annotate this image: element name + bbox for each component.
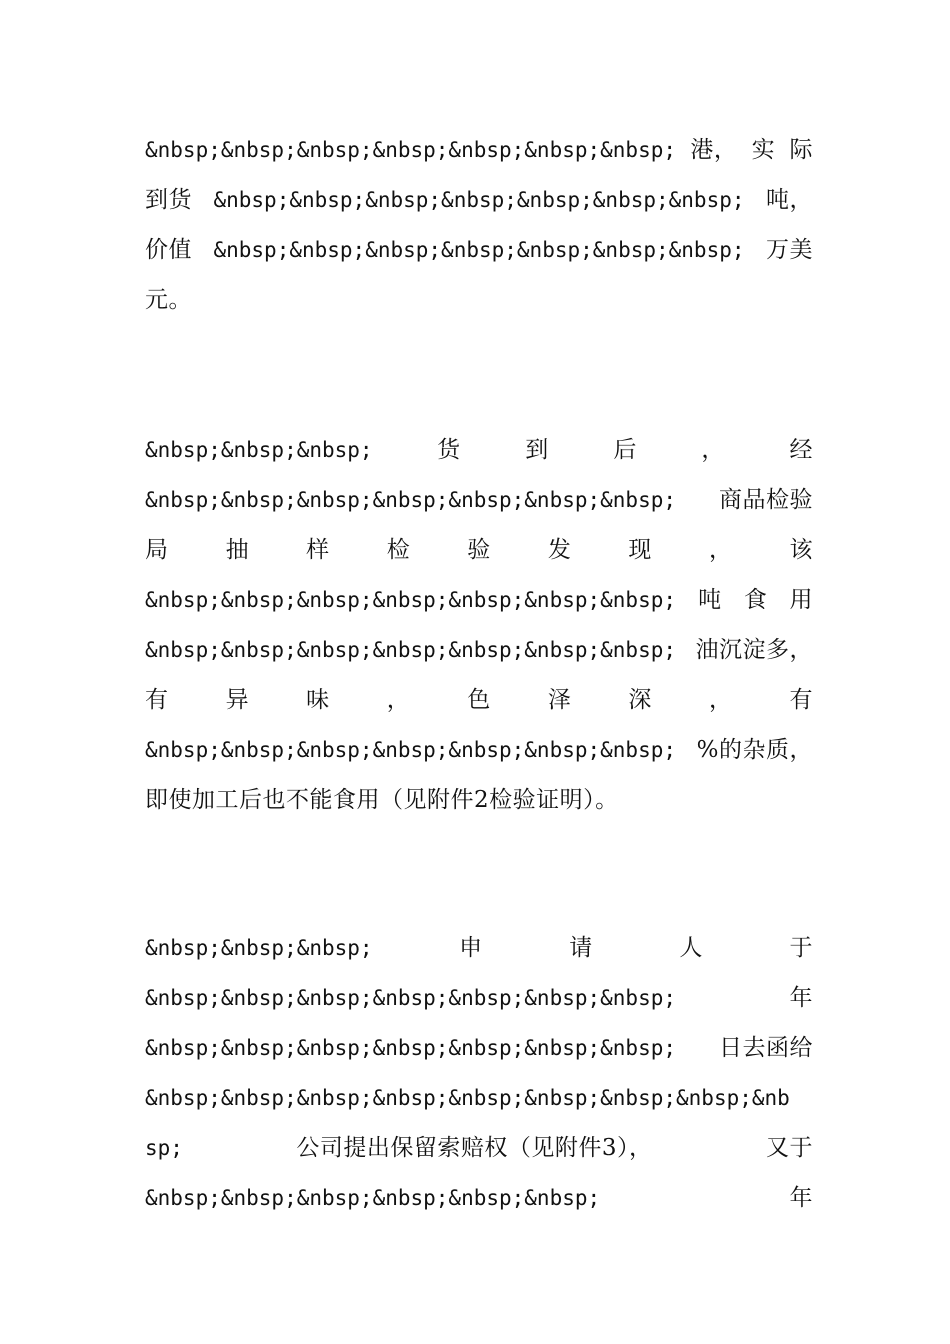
text-line	[145, 430, 813, 470]
text-segment: &nbsp;&nbsp;&nbsp;&nbsp;&nbsp;&nbsp;&nbsp;	[145, 588, 677, 612]
text-segment: 港，	[690, 137, 738, 163]
text-segment: 到	[525, 437, 549, 463]
text-segment: 公司提出保留索赔权（见附件3），	[296, 1135, 653, 1161]
text-segment: 现	[628, 537, 652, 563]
text-segment: 色	[467, 687, 491, 713]
text-line	[145, 1178, 813, 1218]
text-segment: ，	[701, 437, 725, 463]
text-segment: 际	[789, 137, 813, 163]
text-segment: 味	[306, 687, 330, 713]
text-segment: &nbsp;&nbsp;&nbsp;	[145, 936, 373, 960]
text-segment: 吨，	[765, 187, 813, 213]
text-segment: &nbsp;&nbsp;&nbsp;&nbsp;&nbsp;&nbsp;	[145, 1186, 601, 1210]
text-segment: 又于	[765, 1135, 813, 1161]
text-segment: 商品检验	[719, 487, 813, 513]
text-line	[145, 180, 813, 220]
text-line	[145, 230, 813, 270]
text-line	[145, 730, 813, 770]
text-segment: 检	[386, 537, 411, 563]
text-segment: &nbsp;&nbsp;&nbsp;&nbsp;&nbsp;&nbsp;&nbsp;	[213, 238, 745, 262]
text-segment: 有	[145, 687, 169, 713]
text-segment: &nbsp;&nbsp;&nbsp;&nbsp;&nbsp;&nbsp;&nbsp;	[145, 986, 677, 1010]
text-segment: 异	[225, 687, 250, 713]
text-segment: 到货	[145, 187, 192, 213]
text-segment: 年	[789, 985, 813, 1011]
text-segment: 人	[679, 935, 703, 961]
text-line	[145, 1028, 813, 1068]
text-segment: %的杂质，	[696, 737, 813, 763]
text-segment: &nbsp;&nbsp;&nbsp;&nbsp;&nbsp;&nbsp;&nbsp;&nbsp;&nb	[145, 1086, 790, 1110]
text-segment: 泽	[547, 687, 572, 713]
text-segment: 吨	[698, 587, 722, 613]
text-segment: &nbsp;&nbsp;&nbsp;&nbsp;&nbsp;&nbsp;&nbsp;	[145, 138, 677, 162]
text-segment: 请	[569, 935, 593, 961]
text-segment: 验	[467, 537, 491, 563]
text-segment: 样	[306, 537, 330, 563]
text-line	[145, 1128, 813, 1168]
text-line	[145, 928, 813, 968]
text-segment: sp;	[145, 1136, 183, 1160]
text-line	[145, 978, 813, 1018]
text-segment: 申	[459, 935, 483, 961]
text-segment: &nbsp;&nbsp;&nbsp;	[145, 438, 373, 462]
text-segment: 货	[437, 437, 461, 463]
text-segment: 于	[789, 935, 813, 961]
text-segment: 深	[628, 687, 652, 713]
text-line	[145, 680, 813, 720]
text-segment: 用	[789, 587, 813, 613]
text-line	[145, 130, 813, 170]
text-segment: 抽	[225, 537, 250, 563]
text-segment: &nbsp;&nbsp;&nbsp;&nbsp;&nbsp;&nbsp;&nbsp;	[145, 488, 677, 512]
text-segment: ，	[708, 687, 733, 713]
text-line	[145, 1078, 813, 1118]
text-segment: ，	[386, 687, 411, 713]
text-segment: 日去函给	[719, 1035, 813, 1061]
text-segment: 价值	[145, 237, 192, 263]
text-segment: 后	[613, 437, 637, 463]
text-line	[145, 580, 813, 620]
text-segment: 万美	[765, 237, 813, 263]
text-line	[145, 530, 813, 570]
text-segment: 发	[547, 537, 572, 563]
text-line	[145, 480, 813, 520]
text-line	[145, 630, 813, 670]
text-line	[145, 780, 813, 820]
text-segment: 局	[145, 537, 169, 563]
text-line	[145, 280, 813, 320]
text-segment: &nbsp;&nbsp;&nbsp;&nbsp;&nbsp;&nbsp;&nbsp;	[145, 638, 677, 662]
text-segment: 年	[789, 1185, 813, 1211]
text-segment: &nbsp;&nbsp;&nbsp;&nbsp;&nbsp;&nbsp;&nbsp;	[213, 188, 745, 212]
text-segment: 实	[751, 137, 776, 163]
text-segment: 即使加工后也不能食用（见附件2检验证明）。	[145, 787, 619, 813]
text-segment: 该	[789, 537, 813, 563]
text-segment: 有	[789, 687, 813, 713]
text-segment: ，	[708, 537, 733, 563]
text-segment: 经	[789, 437, 813, 463]
text-segment: 食	[743, 587, 768, 613]
text-segment: 油沉淀多，	[695, 637, 813, 663]
text-segment: &nbsp;&nbsp;&nbsp;&nbsp;&nbsp;&nbsp;&nbsp;	[145, 1036, 677, 1060]
text-segment: 元。	[145, 287, 192, 313]
text-segment: &nbsp;&nbsp;&nbsp;&nbsp;&nbsp;&nbsp;&nbsp;	[145, 738, 677, 762]
